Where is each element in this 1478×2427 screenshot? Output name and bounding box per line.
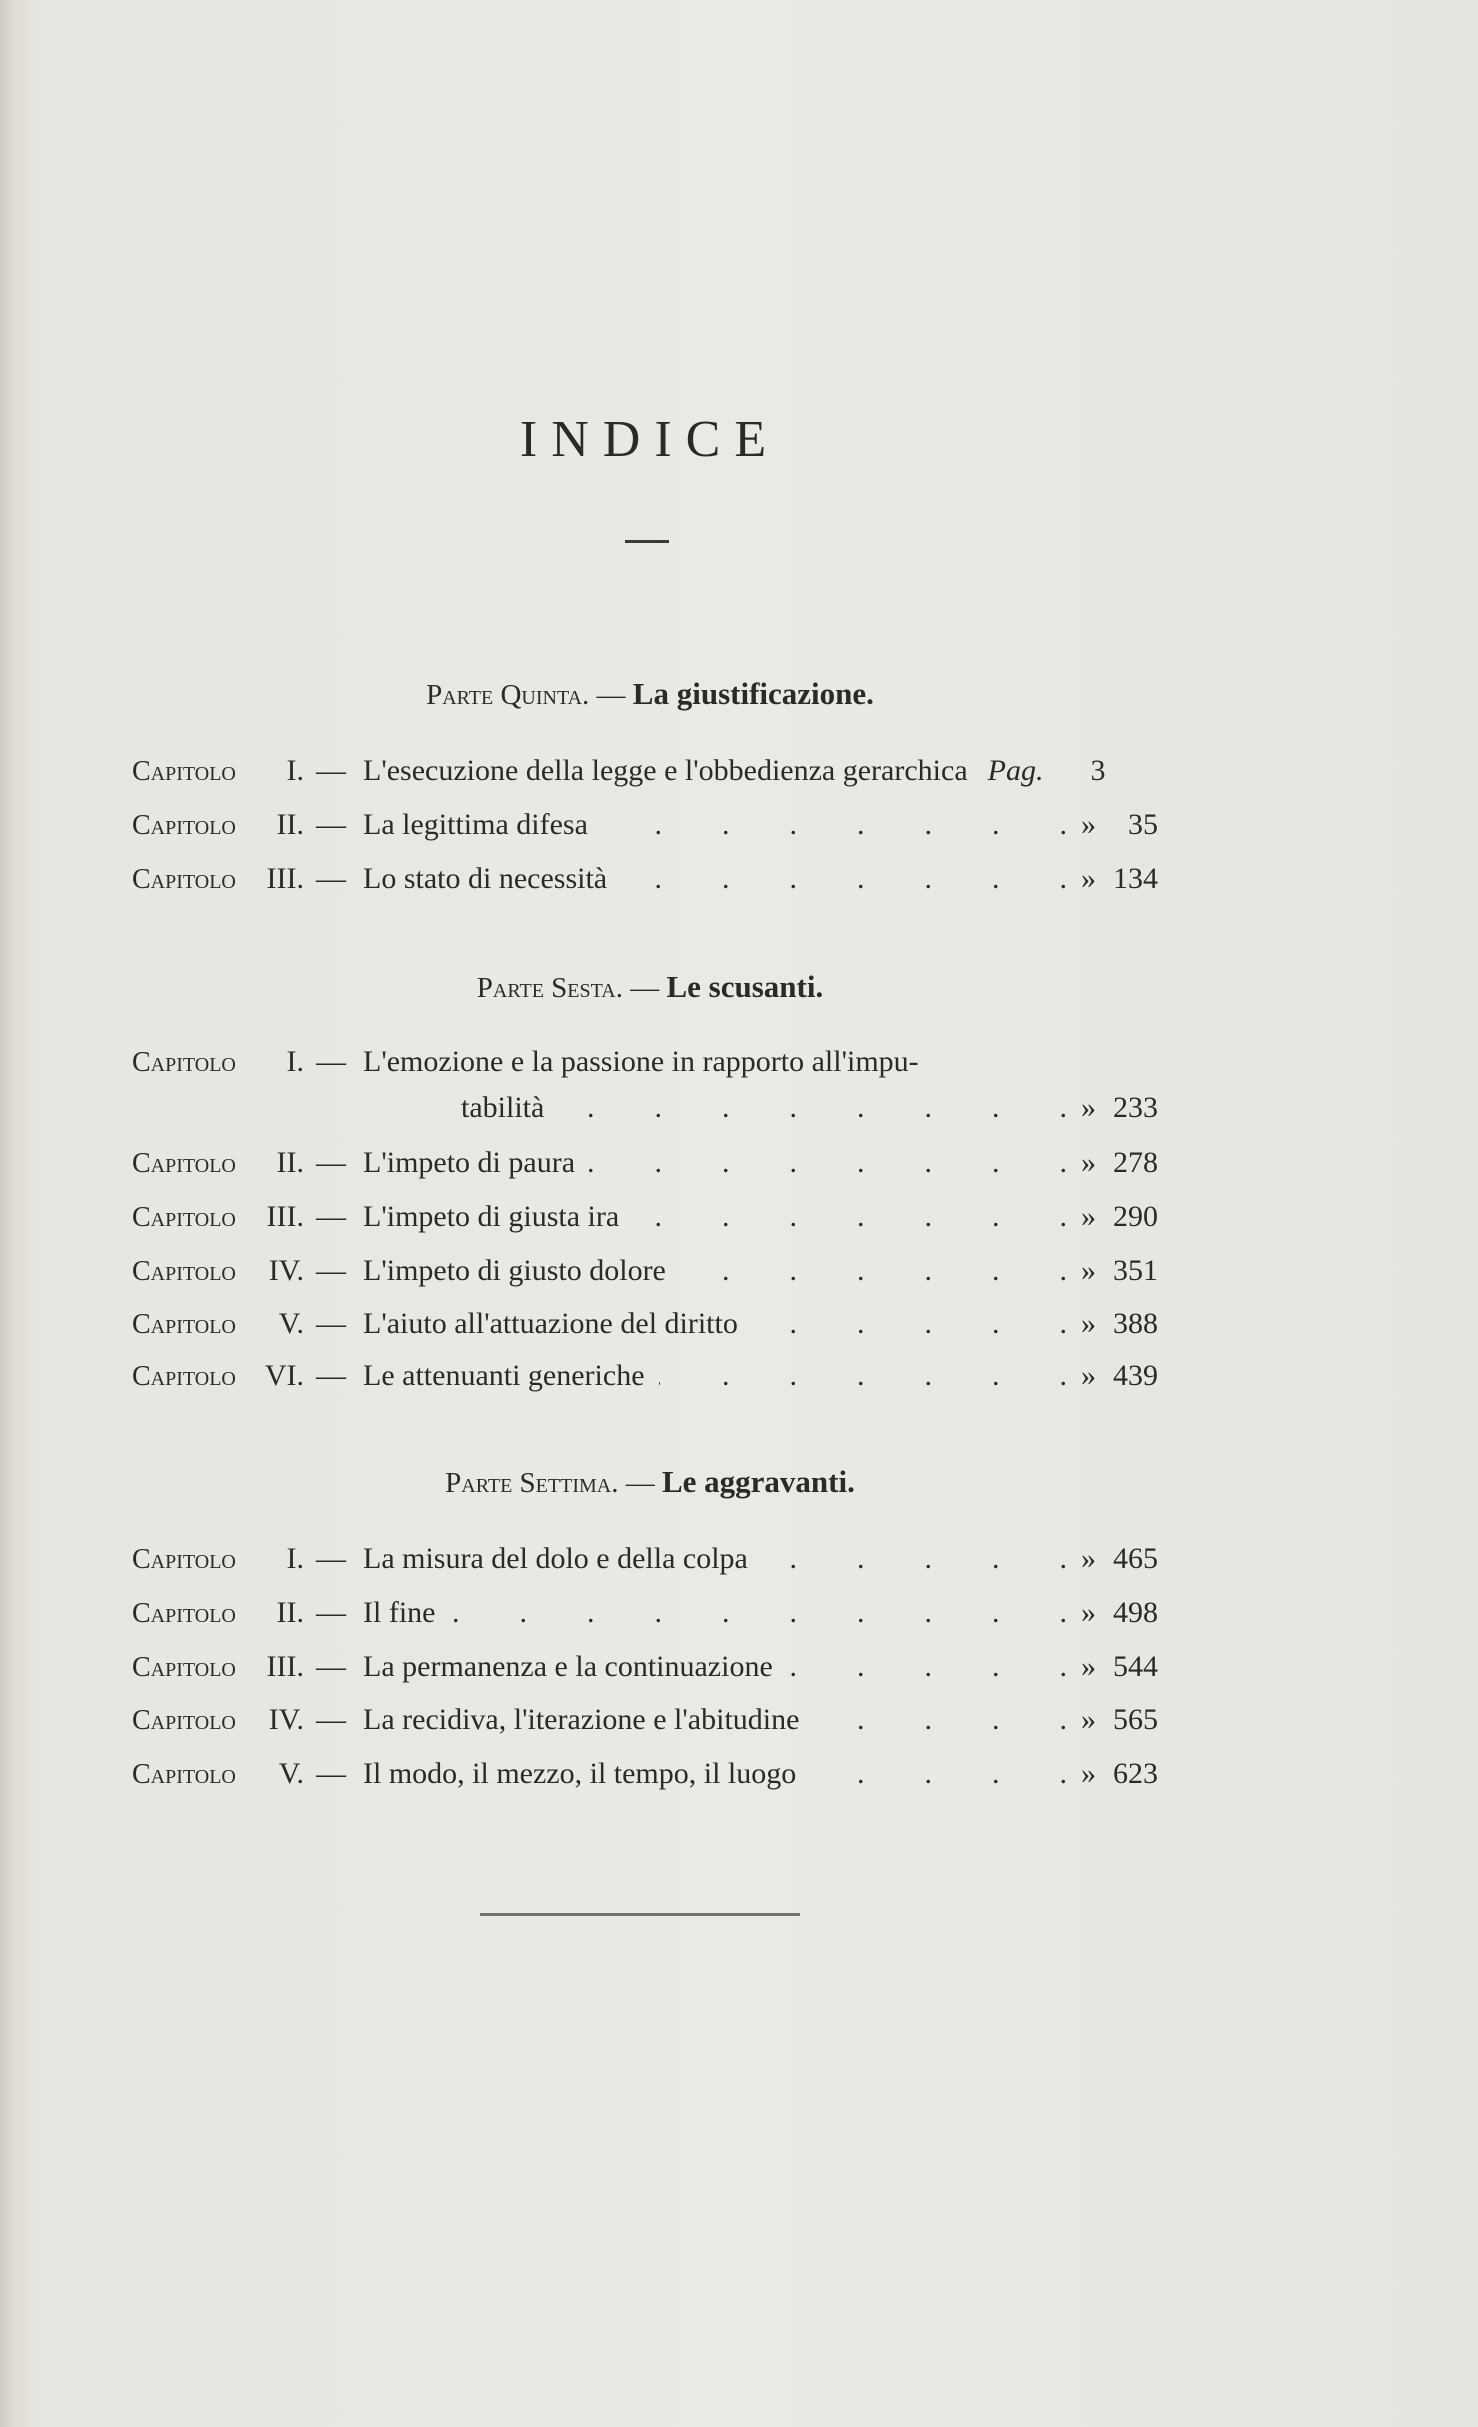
toc-entry[interactable]	[132, 1197, 1158, 1237]
chapter-title: Il modo, il mezzo, il tempo, il luogo	[363, 1757, 797, 1790]
chapter-title: La permanenza e la continuazione	[363, 1650, 773, 1683]
page-number: 290	[1113, 1200, 1158, 1233]
page-title: INDICE	[519, 411, 781, 468]
chapter-label: Capitolo	[132, 756, 236, 787]
page-number: 233	[1113, 1091, 1158, 1124]
chapter-numeral: II.	[276, 1596, 304, 1629]
chapter-numeral: IV.	[268, 1703, 304, 1736]
chapter-numeral: I.	[286, 1045, 304, 1078]
chapter-numeral: III.	[266, 1200, 304, 1233]
dot-leader	[813, 1700, 1067, 1740]
page-number: 439	[1113, 1359, 1158, 1392]
toc-entry-continued[interactable]	[132, 1088, 1158, 1128]
toc-entry[interactable]	[132, 1754, 1158, 1794]
chapter-numeral: II.	[276, 1146, 304, 1179]
chapter-numeral: VI.	[264, 1359, 304, 1392]
part-heading	[0, 674, 1300, 715]
toc-entry[interactable]	[132, 1356, 1158, 1396]
toc-entry[interactable]	[132, 1593, 1158, 1633]
part-heading	[0, 967, 1300, 1008]
chapter-title: L'impeto di giusto dolore	[363, 1254, 666, 1287]
chapter-title: L'aiuto all'attuazione del diritto	[363, 1307, 738, 1340]
page-marker: »	[1081, 862, 1096, 895]
page-number: 3	[1090, 754, 1106, 787]
dot-leader	[752, 1304, 1067, 1344]
chapter-separator: —	[316, 1045, 346, 1078]
chapter-separator: —	[316, 1596, 346, 1629]
dot-leader	[680, 1251, 1067, 1291]
page-number: 134	[1113, 862, 1158, 895]
chapter-label: Capitolo	[132, 1759, 236, 1790]
part-label: Parte Settima.	[445, 1467, 619, 1499]
page-marker: »	[1081, 1703, 1096, 1736]
chapter-label: Capitolo	[132, 1705, 236, 1736]
chapter-title: La misura del dolo e della colpa	[363, 1542, 748, 1575]
dot-leader	[449, 1593, 1067, 1633]
part-name: Le scusanti.	[666, 969, 824, 1004]
title-rule	[625, 540, 669, 543]
chapter-title: Il fine	[363, 1596, 436, 1629]
chapter-title-continued: tabilità	[461, 1091, 545, 1124]
page-number: 278	[1113, 1146, 1158, 1179]
chapter-numeral: I.	[286, 754, 304, 787]
chapter-separator: —	[316, 1757, 346, 1790]
toc-entry[interactable]	[132, 751, 1158, 791]
chapter-label: Capitolo	[132, 1544, 236, 1575]
chapter-title: L'impeto di paura	[363, 1146, 576, 1179]
chapter-numeral: V.	[278, 1757, 304, 1790]
toc-entry[interactable]	[132, 1647, 1158, 1687]
page-marker: »	[1081, 1146, 1096, 1179]
chapter-label: Capitolo	[132, 1598, 236, 1629]
page-number: 351	[1113, 1254, 1158, 1287]
dot-leader	[810, 1754, 1067, 1794]
chapter-numeral: IV.	[268, 1254, 304, 1287]
page-marker: »	[1081, 1200, 1096, 1233]
chapter-numeral: I.	[286, 1542, 304, 1575]
toc-entry[interactable]	[132, 805, 1158, 845]
dot-leader	[633, 1197, 1067, 1237]
toc-entry[interactable]	[132, 859, 1158, 899]
part-separator: —	[630, 972, 660, 1004]
chapter-separator: —	[316, 1703, 346, 1736]
chapter-title: L'emozione e la passione in rapporto all'impu-	[363, 1045, 919, 1078]
page-marker: »	[1081, 1596, 1096, 1629]
chapter-label: Capitolo	[132, 1148, 236, 1179]
chapter-title: Lo stato di necessità	[363, 862, 608, 895]
dot-leader	[621, 859, 1067, 899]
chapter-title: La legittima difesa	[363, 808, 588, 841]
part-separator: —	[625, 1467, 655, 1499]
page-marker: »	[1081, 1359, 1096, 1392]
dot-leader	[558, 1088, 1067, 1128]
chapter-label: Capitolo	[132, 1309, 236, 1340]
page-marker: »	[1081, 1307, 1096, 1340]
toc-entry[interactable]	[132, 1251, 1158, 1291]
part-name: Le aggravanti.	[661, 1464, 855, 1499]
toc-entry[interactable]	[132, 1042, 1158, 1082]
chapter-separator: —	[316, 1254, 346, 1287]
part-label: Parte Quinta.	[426, 679, 590, 711]
page-number: 623	[1113, 1757, 1158, 1790]
page-marker: Pag.	[987, 754, 1044, 787]
page-number: 388	[1113, 1307, 1158, 1340]
dot-leader	[602, 805, 1067, 845]
chapter-numeral: II.	[276, 808, 304, 841]
toc-entry[interactable]	[132, 1143, 1158, 1183]
part-name: La giustificazione.	[632, 676, 874, 711]
page-marker: »	[1081, 1757, 1096, 1790]
chapter-separator: —	[316, 1146, 346, 1179]
page-marker: »	[1081, 1091, 1096, 1124]
part-label: Parte Sesta.	[476, 972, 623, 1004]
dot-leader	[762, 1539, 1067, 1579]
toc-entry[interactable]	[132, 1304, 1158, 1344]
chapter-label: Capitolo	[132, 1047, 236, 1078]
toc-entry[interactable]	[132, 1539, 1158, 1579]
dot-leader	[659, 1356, 1067, 1396]
page-number: 465	[1113, 1542, 1158, 1575]
page-marker: »	[1081, 808, 1096, 841]
chapter-separator: —	[316, 754, 346, 787]
page-number: 35	[1128, 808, 1158, 841]
page-marker: »	[1081, 1254, 1096, 1287]
chapter-separator: —	[316, 1650, 346, 1683]
dot-leader	[589, 1143, 1067, 1183]
chapter-separator: —	[316, 1200, 346, 1233]
chapter-title: L'impeto di giusta ira	[363, 1200, 620, 1233]
chapter-label: Capitolo	[132, 1361, 236, 1392]
bottom-rule	[480, 1913, 800, 1916]
page-number: 565	[1113, 1703, 1158, 1736]
chapter-label: Capitolo	[132, 1652, 236, 1683]
toc-entry[interactable]	[132, 1700, 1158, 1740]
page-marker: »	[1081, 1542, 1096, 1575]
chapter-title: Le attenuanti generiche	[363, 1359, 645, 1392]
page-marker: »	[1081, 1650, 1096, 1683]
chapter-separator: —	[316, 808, 346, 841]
chapter-label: Capitolo	[132, 1202, 236, 1233]
chapter-label: Capitolo	[132, 864, 236, 895]
dot-leader	[787, 1647, 1067, 1687]
page-number: 544	[1113, 1650, 1158, 1683]
chapter-label: Capitolo	[132, 1256, 236, 1287]
chapter-numeral: V.	[278, 1307, 304, 1340]
chapter-separator: —	[316, 1307, 346, 1340]
chapter-label: Capitolo	[132, 810, 236, 841]
chapter-numeral: III.	[266, 862, 304, 895]
part-separator: —	[596, 679, 626, 711]
chapter-separator: —	[316, 1542, 346, 1575]
chapter-numeral: III.	[266, 1650, 304, 1683]
chapter-title: La recidiva, l'iterazione e l'abitudine	[363, 1703, 800, 1736]
part-heading	[0, 1462, 1300, 1503]
chapter-title: L'esecuzione della legge e l'obbedienza gerarchica	[363, 754, 968, 787]
chapter-separator: —	[316, 862, 346, 895]
page-number: 498	[1113, 1596, 1158, 1629]
chapter-separator: —	[316, 1359, 346, 1392]
